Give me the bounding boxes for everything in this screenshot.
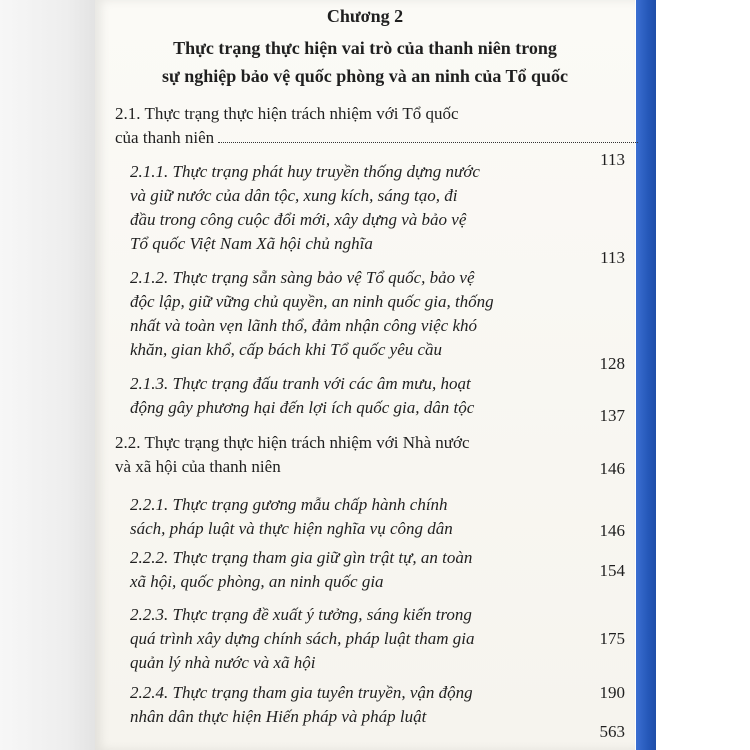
- toc-entry-2-2-3: [130, 603, 625, 675]
- blue-cover-edge: [636, 0, 656, 750]
- toc-entry-2-1: [115, 102, 625, 169]
- entry-line-text: động gây phương hại đến lợi ích quốc gia, dân tộc: [130, 398, 475, 417]
- entry-line: 2.2.3. Thực trạng đề xuất ý tưởng, sáng kiến trong: [130, 605, 472, 624]
- toc-entry-2-1-1: [130, 160, 625, 267]
- entry-line: [130, 396, 625, 420]
- entry-line-text: quản lý nhà nước và xã hội: [130, 653, 316, 672]
- page-number: 113: [600, 248, 625, 267]
- entry-line: [130, 232, 625, 256]
- entry-line: [130, 705, 625, 729]
- toc-entry-2-1-3: [130, 372, 625, 425]
- right-background: [656, 0, 750, 750]
- entry-line-text: và xã hội của thanh niên: [115, 457, 281, 476]
- entry-line: đầu trong công cuộc đổi mới, xây dựng và bảo vệ: [130, 210, 467, 229]
- entry-line: 2.2.2. Thực trạng tham gia giữ gìn trật tự, an toàn: [130, 548, 473, 567]
- entry-line: quá trình xây dựng chính sách, pháp luật tham gia: [130, 629, 475, 648]
- entry-line-text: Tổ quốc Việt Nam Xã hội chủ nghĩa: [130, 234, 373, 253]
- footer-page-number: 563: [599, 722, 625, 741]
- toc-entry-2-2-4: [130, 681, 625, 729]
- entry-line: 2.1.1. Thực trạng phát huy truyền thống dựng nước: [130, 162, 480, 181]
- entry-line: [115, 455, 625, 479]
- entry-line: 2.2.1. Thực trạng gương mẫu chấp hành chính: [130, 495, 448, 514]
- dot-leader: [218, 128, 638, 143]
- entry-line: độc lập, giữ vững chủ quyền, an ninh quốc gia, thống: [130, 292, 494, 311]
- page-number: 128: [599, 354, 625, 373]
- entry-line: nhất và toàn vẹn lãnh thổ, đảm nhận công việc khó: [130, 316, 478, 335]
- entry-line: và giữ nước của dân tộc, xung kích, sáng tạo, đi: [130, 186, 458, 205]
- adjacent-page-left: [0, 0, 95, 750]
- toc-entry-2-2: [115, 431, 625, 479]
- entry-line-text: của thanh niên: [115, 128, 215, 147]
- page-number: 137: [599, 406, 625, 425]
- page-number: 113: [600, 150, 625, 169]
- entry-line: [130, 338, 625, 362]
- page-number: 146: [599, 459, 625, 478]
- entry-line: 2.2. Thực trạng thực hiện trách nhiệm với Nhà nước: [115, 433, 470, 452]
- chapter-heading: Chương 2: [326, 6, 404, 26]
- entry-line-text: khăn, gian khổ, cấp bách khi Tổ quốc yêu cầu: [130, 340, 443, 359]
- entry-line-text: xã hội, quốc phòng, an ninh quốc gia: [130, 572, 384, 591]
- entry-line: [130, 651, 625, 675]
- toc-entry-2-2-2: [130, 546, 625, 594]
- page-number: 190: [599, 683, 625, 702]
- toc-entry-2-1-2: [130, 266, 625, 373]
- entry-line: [115, 126, 625, 150]
- entry-line: [130, 570, 625, 594]
- entry-line: 2.1.3. Thực trạng đấu tranh với các âm mưu, hoạt: [130, 374, 471, 393]
- page-number: 175: [599, 629, 625, 648]
- chapter-title-line-1: Thực trạng thực hiện vai trò của thanh niên trong: [173, 38, 557, 58]
- toc-entry-2-2-1: [130, 493, 625, 541]
- entry-line-text: sách, pháp luật và thực hiện nghĩa vụ công dân: [130, 519, 453, 538]
- page-number: 154: [599, 561, 625, 580]
- chapter-title-line-2: sự nghiệp bảo vệ quốc phòng và an ninh của Tổ quốc: [161, 66, 569, 86]
- toc-content: [95, 0, 635, 750]
- entry-line: 2.1.2. Thực trạng sẵn sàng bảo vệ Tổ quốc, bảo vệ: [130, 268, 475, 287]
- page-number: 146: [599, 521, 625, 540]
- entry-line: 2.2.4. Thực trạng tham gia tuyên truyền, vận động: [130, 683, 473, 702]
- entry-line: [130, 517, 625, 541]
- entry-line-text: nhân dân thực hiện Hiến pháp và pháp luật: [130, 707, 427, 726]
- entry-line: 2.1. Thực trạng thực hiện trách nhiệm với Tổ quốc: [115, 104, 459, 123]
